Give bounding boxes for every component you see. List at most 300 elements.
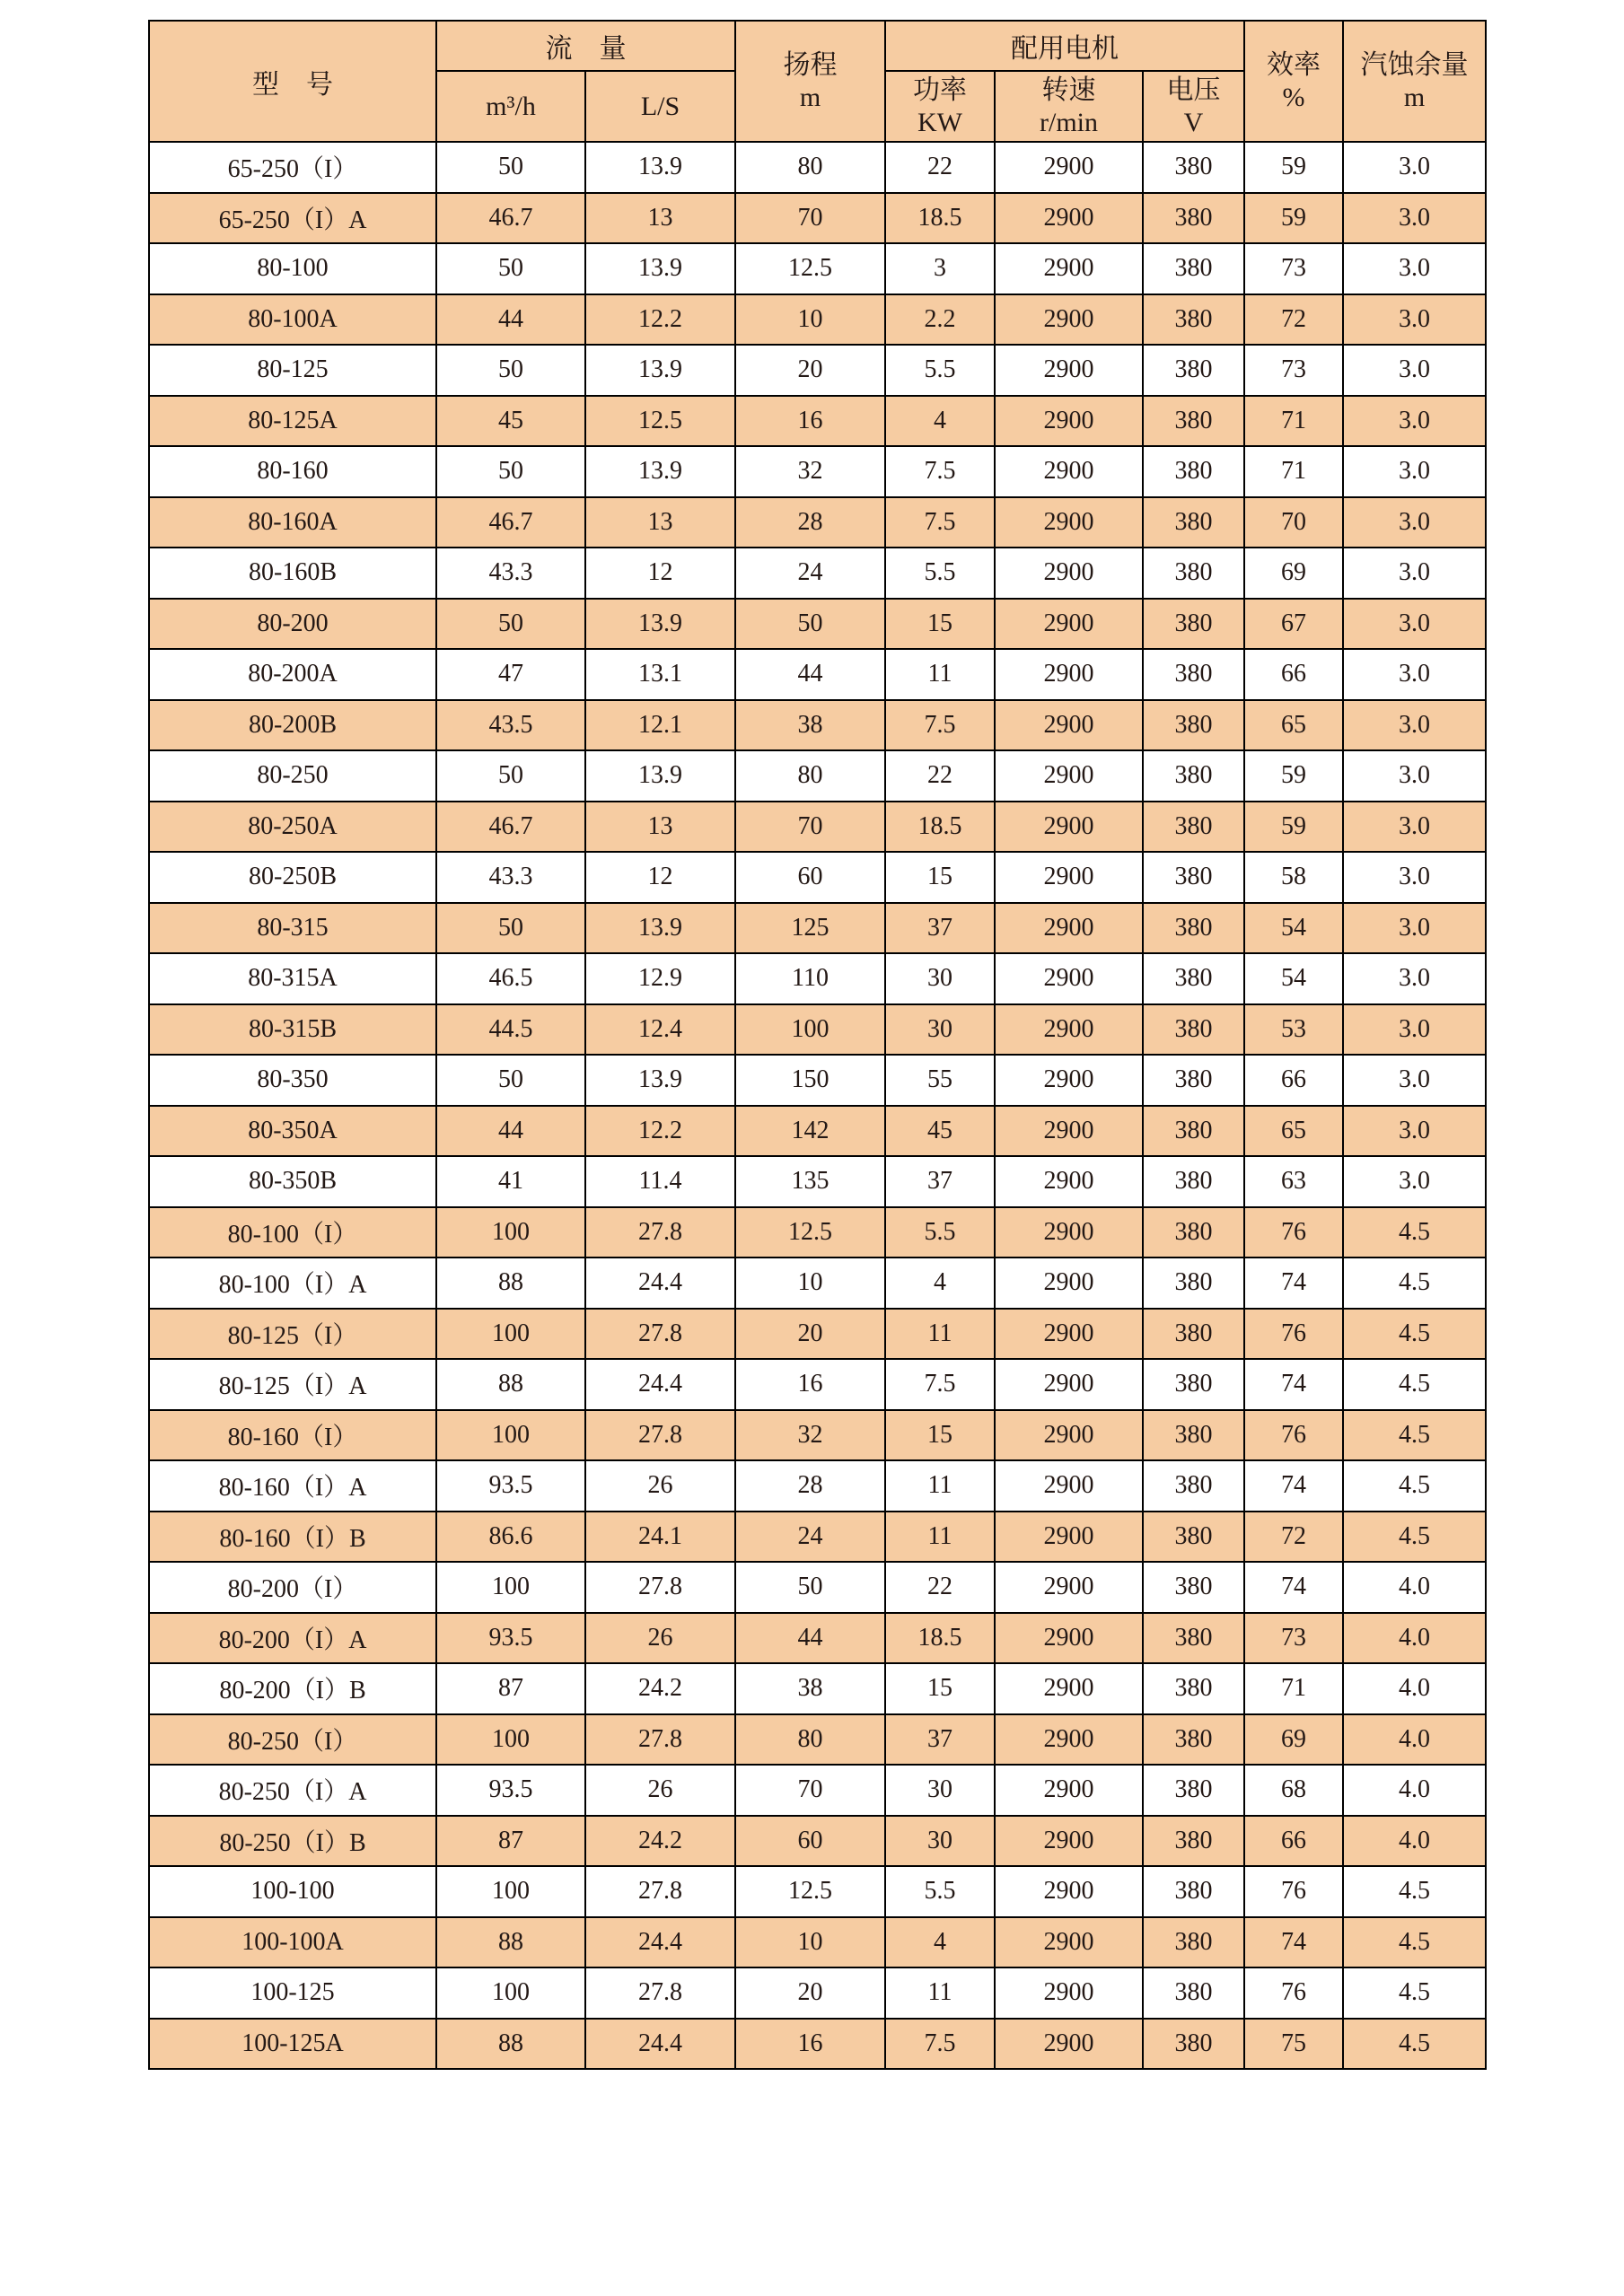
cell-voltage-v: 380 (1143, 1613, 1244, 1664)
cell-npsh: 4.5 (1343, 1207, 1486, 1258)
cell-flow-m3h: 50 (436, 243, 585, 294)
cell-power-kw: 5.5 (885, 345, 995, 396)
cell-model: 80-125 (149, 345, 436, 396)
cell-speed-rpm: 2900 (995, 1917, 1143, 1968)
cell-speed-rpm: 2900 (995, 548, 1143, 599)
cell-efficiency: 59 (1244, 142, 1343, 193)
col-header-flow: 流 量 (436, 21, 735, 71)
cell-model: 80-250A (149, 802, 436, 853)
table-row (149, 1359, 1486, 1410)
voltage-label: 电压 (1166, 75, 1221, 106)
cell-head: 10 (735, 1258, 885, 1309)
cell-npsh: 3.0 (1343, 243, 1486, 294)
cell-power-kw: 15 (885, 852, 995, 903)
cell-model: 100-100A (149, 1917, 436, 1968)
cell-power-kw: 15 (885, 599, 995, 650)
cell-flow-ls: 13.9 (585, 1055, 735, 1106)
cell-efficiency: 72 (1244, 1512, 1343, 1563)
table-header (149, 21, 1486, 142)
cell-model: 80-200 (149, 599, 436, 650)
cell-flow-m3h: 50 (436, 750, 585, 802)
cell-model: 80-315 (149, 903, 436, 954)
cell-flow-m3h: 93.5 (436, 1613, 585, 1664)
cell-speed-rpm: 2900 (995, 1765, 1143, 1816)
cell-voltage-v: 380 (1143, 750, 1244, 802)
cell-head: 20 (735, 1309, 885, 1360)
col-header-efficiency (1244, 21, 1343, 142)
cell-flow-m3h: 100 (436, 1207, 585, 1258)
cell-npsh: 4.0 (1343, 1765, 1486, 1816)
cell-flow-m3h: 86.6 (436, 1512, 585, 1563)
cell-npsh: 4.5 (1343, 1460, 1486, 1512)
table-row (149, 1004, 1486, 1056)
power-label: 功率 (913, 75, 967, 106)
table-row (149, 1613, 1486, 1664)
cell-npsh: 4.5 (1343, 1512, 1486, 1563)
cell-power-kw: 22 (885, 750, 995, 802)
table-body (149, 142, 1486, 2069)
cell-efficiency: 69 (1244, 1714, 1343, 1766)
cell-power-kw: 37 (885, 903, 995, 954)
cell-efficiency: 68 (1244, 1765, 1343, 1816)
cell-speed-rpm: 2900 (995, 396, 1143, 447)
cell-model: 100-125A (149, 2019, 436, 2070)
cell-voltage-v: 380 (1143, 700, 1244, 751)
cell-power-kw: 7.5 (885, 1359, 995, 1410)
cell-speed-rpm: 2900 (995, 1512, 1143, 1563)
table-row (149, 243, 1486, 294)
cell-voltage-v: 380 (1143, 1156, 1244, 1207)
cell-model: 80-250B (149, 852, 436, 903)
cell-head: 80 (735, 750, 885, 802)
cell-head: 80 (735, 1714, 885, 1766)
table-row (149, 1866, 1486, 1917)
cell-model: 80-125（I） (149, 1309, 436, 1360)
cell-flow-m3h: 50 (436, 345, 585, 396)
cell-model: 100-100 (149, 1866, 436, 1917)
cell-flow-ls: 26 (585, 1765, 735, 1816)
cell-npsh: 4.0 (1343, 1714, 1486, 1766)
cell-npsh: 4.0 (1343, 1562, 1486, 1613)
cell-model: 65-250（I） (149, 142, 436, 193)
cell-power-kw: 45 (885, 1106, 995, 1157)
cell-flow-ls: 13 (585, 802, 735, 853)
cell-head: 110 (735, 953, 885, 1004)
cell-power-kw: 11 (885, 649, 995, 700)
table-row (149, 497, 1486, 548)
cell-model: 80-160B (149, 548, 436, 599)
cell-flow-ls: 12.1 (585, 700, 735, 751)
cell-flow-m3h: 41 (436, 1156, 585, 1207)
cell-head: 142 (735, 1106, 885, 1157)
cell-flow-m3h: 44 (436, 294, 585, 346)
cell-efficiency: 63 (1244, 1156, 1343, 1207)
cell-npsh: 3.0 (1343, 1004, 1486, 1056)
table-row (149, 599, 1486, 650)
cell-head: 24 (735, 548, 885, 599)
cell-flow-ls: 13.9 (585, 903, 735, 954)
cell-model: 80-200B (149, 700, 436, 751)
cell-voltage-v: 380 (1143, 953, 1244, 1004)
cell-model: 100-125 (149, 1967, 436, 2019)
cell-head: 28 (735, 1460, 885, 1512)
cell-model: 80-315A (149, 953, 436, 1004)
cell-head: 50 (735, 599, 885, 650)
cell-voltage-v: 380 (1143, 345, 1244, 396)
cell-flow-m3h: 100 (436, 1410, 585, 1461)
cell-head: 60 (735, 852, 885, 903)
cell-flow-m3h: 44 (436, 1106, 585, 1157)
table-row (149, 193, 1486, 244)
cell-npsh: 3.0 (1343, 396, 1486, 447)
cell-flow-ls: 24.2 (585, 1663, 735, 1714)
cell-flow-m3h: 50 (436, 903, 585, 954)
cell-flow-m3h: 46.7 (436, 802, 585, 853)
cell-voltage-v: 380 (1143, 1816, 1244, 1867)
cell-flow-m3h: 88 (436, 1917, 585, 1968)
cell-model: 80-315B (149, 1004, 436, 1056)
cell-power-kw: 30 (885, 1816, 995, 1867)
cell-flow-m3h: 93.5 (436, 1765, 585, 1816)
cell-efficiency: 54 (1244, 953, 1343, 1004)
table-row (149, 396, 1486, 447)
col-header-npsh (1343, 21, 1486, 142)
cell-head: 44 (735, 649, 885, 700)
cell-power-kw: 15 (885, 1410, 995, 1461)
cell-efficiency: 74 (1244, 1359, 1343, 1410)
cell-model: 80-200（I）B (149, 1663, 436, 1714)
cell-power-kw: 30 (885, 1004, 995, 1056)
cell-head: 10 (735, 1917, 885, 1968)
cell-flow-ls: 12.4 (585, 1004, 735, 1056)
table-row (149, 1816, 1486, 1867)
cell-model: 80-200（I）A (149, 1613, 436, 1664)
cell-voltage-v: 380 (1143, 1460, 1244, 1512)
table-row (149, 1967, 1486, 2019)
cell-npsh: 4.5 (1343, 1410, 1486, 1461)
cell-flow-m3h: 88 (436, 1258, 585, 1309)
cell-voltage-v: 380 (1143, 193, 1244, 244)
cell-efficiency: 74 (1244, 1258, 1343, 1309)
cell-head: 44 (735, 1613, 885, 1664)
cell-npsh: 3.0 (1343, 903, 1486, 954)
head-unit: m (799, 82, 821, 112)
cell-speed-rpm: 2900 (995, 649, 1143, 700)
cell-voltage-v: 380 (1143, 903, 1244, 954)
cell-speed-rpm: 2900 (995, 1258, 1143, 1309)
cell-power-kw: 18.5 (885, 193, 995, 244)
cell-flow-ls: 13 (585, 193, 735, 244)
cell-npsh: 3.0 (1343, 1055, 1486, 1106)
power-unit: KW (917, 107, 962, 137)
cell-speed-rpm: 2900 (995, 294, 1143, 346)
speed-unit: r/min (1040, 107, 1098, 137)
cell-power-kw: 18.5 (885, 802, 995, 853)
cell-power-kw: 4 (885, 1258, 995, 1309)
cell-voltage-v: 380 (1143, 1917, 1244, 1968)
cell-voltage-v: 380 (1143, 446, 1244, 497)
cell-head: 150 (735, 1055, 885, 1106)
cell-efficiency: 76 (1244, 1207, 1343, 1258)
table-row (149, 1410, 1486, 1461)
cell-flow-ls: 26 (585, 1460, 735, 1512)
cell-power-kw: 22 (885, 142, 995, 193)
table-row (149, 1055, 1486, 1106)
cell-voltage-v: 380 (1143, 1410, 1244, 1461)
cell-head: 50 (735, 1562, 885, 1613)
cell-flow-ls: 13.9 (585, 345, 735, 396)
cell-flow-ls: 27.8 (585, 1562, 735, 1613)
cell-flow-ls: 13.9 (585, 243, 735, 294)
efficiency-label: 效率 (1267, 50, 1321, 81)
cell-voltage-v: 380 (1143, 142, 1244, 193)
npsh-label: 汽蚀余量 (1360, 50, 1469, 81)
cell-speed-rpm: 2900 (995, 142, 1143, 193)
cell-speed-rpm: 2900 (995, 1866, 1143, 1917)
cell-npsh: 3.0 (1343, 193, 1486, 244)
cell-flow-m3h: 100 (436, 1967, 585, 2019)
cell-flow-ls: 12 (585, 852, 735, 903)
cell-npsh: 3.0 (1343, 953, 1486, 1004)
cell-flow-ls: 27.8 (585, 1410, 735, 1461)
col-header-power (885, 71, 995, 142)
voltage-unit: V (1183, 107, 1204, 137)
cell-voltage-v: 380 (1143, 599, 1244, 650)
cell-head: 135 (735, 1156, 885, 1207)
table-row (149, 2019, 1486, 2070)
cell-head: 12.5 (735, 243, 885, 294)
cell-voltage-v: 380 (1143, 2019, 1244, 2070)
cell-speed-rpm: 2900 (995, 1460, 1143, 1512)
cell-npsh: 4.5 (1343, 1866, 1486, 1917)
cell-speed-rpm: 2900 (995, 1816, 1143, 1867)
cell-power-kw: 55 (885, 1055, 995, 1106)
col-header-flow-ls: L/S (585, 71, 735, 142)
cell-model: 80-250 (149, 750, 436, 802)
cell-speed-rpm: 2900 (995, 903, 1143, 954)
cell-npsh: 3.0 (1343, 1106, 1486, 1157)
cell-npsh: 3.0 (1343, 1156, 1486, 1207)
cell-head: 100 (735, 1004, 885, 1056)
cell-flow-m3h: 100 (436, 1714, 585, 1766)
cell-head: 38 (735, 700, 885, 751)
cell-model: 80-100（I） (149, 1207, 436, 1258)
cell-efficiency: 59 (1244, 193, 1343, 244)
cell-speed-rpm: 2900 (995, 1967, 1143, 2019)
cell-flow-m3h: 44.5 (436, 1004, 585, 1056)
cell-model: 80-125（I）A (149, 1359, 436, 1410)
cell-power-kw: 5.5 (885, 1207, 995, 1258)
table-row (149, 1258, 1486, 1309)
npsh-unit: m (1403, 82, 1426, 112)
cell-model: 80-250（I）B (149, 1816, 436, 1867)
col-header-flow-m3h: m³/h (436, 71, 585, 142)
cell-head: 16 (735, 1359, 885, 1410)
cell-voltage-v: 380 (1143, 1866, 1244, 1917)
cell-npsh: 4.5 (1343, 2019, 1486, 2070)
cell-speed-rpm: 2900 (995, 243, 1143, 294)
cell-speed-rpm: 2900 (995, 852, 1143, 903)
cell-flow-m3h: 43.3 (436, 548, 585, 599)
cell-speed-rpm: 2900 (995, 1613, 1143, 1664)
cell-power-kw: 11 (885, 1512, 995, 1563)
table-row (149, 700, 1486, 751)
cell-model: 80-250（I） (149, 1714, 436, 1766)
cell-npsh: 4.5 (1343, 1359, 1486, 1410)
cell-power-kw: 22 (885, 1562, 995, 1613)
cell-efficiency: 58 (1244, 852, 1343, 903)
cell-power-kw: 11 (885, 1309, 995, 1360)
cell-voltage-v: 380 (1143, 1512, 1244, 1563)
cell-flow-m3h: 87 (436, 1816, 585, 1867)
cell-head: 32 (735, 1410, 885, 1461)
cell-flow-ls: 24.4 (585, 1359, 735, 1410)
cell-flow-ls: 13 (585, 497, 735, 548)
table-row (149, 548, 1486, 599)
table-row (149, 1207, 1486, 1258)
table-row (149, 1460, 1486, 1512)
table-row (149, 1106, 1486, 1157)
cell-flow-ls: 13.1 (585, 649, 735, 700)
cell-voltage-v: 380 (1143, 1258, 1244, 1309)
cell-power-kw: 5.5 (885, 1866, 995, 1917)
table-row (149, 446, 1486, 497)
cell-model: 65-250（I）A (149, 193, 436, 244)
cell-voltage-v: 380 (1143, 1055, 1244, 1106)
table-row (149, 1562, 1486, 1613)
cell-npsh: 4.0 (1343, 1816, 1486, 1867)
efficiency-unit: % (1282, 82, 1305, 112)
cell-power-kw: 15 (885, 1663, 995, 1714)
cell-model: 80-160 (149, 446, 436, 497)
cell-flow-m3h: 46.7 (436, 193, 585, 244)
cell-npsh: 3.0 (1343, 142, 1486, 193)
cell-flow-ls: 13.9 (585, 750, 735, 802)
cell-flow-m3h: 100 (436, 1309, 585, 1360)
cell-model: 80-100 (149, 243, 436, 294)
cell-efficiency: 67 (1244, 599, 1343, 650)
cell-flow-ls: 24.1 (585, 1512, 735, 1563)
cell-voltage-v: 380 (1143, 1004, 1244, 1056)
cell-efficiency: 74 (1244, 1917, 1343, 1968)
cell-efficiency: 76 (1244, 1410, 1343, 1461)
cell-voltage-v: 380 (1143, 852, 1244, 903)
cell-efficiency: 73 (1244, 1613, 1343, 1664)
cell-flow-m3h: 93.5 (436, 1460, 585, 1512)
cell-voltage-v: 380 (1143, 1106, 1244, 1157)
cell-voltage-v: 380 (1143, 802, 1244, 853)
table-row (149, 1512, 1486, 1563)
cell-flow-m3h: 43.3 (436, 852, 585, 903)
cell-model: 80-350A (149, 1106, 436, 1157)
cell-power-kw: 2.2 (885, 294, 995, 346)
cell-flow-m3h: 50 (436, 142, 585, 193)
cell-voltage-v: 380 (1143, 294, 1244, 346)
cell-flow-m3h: 45 (436, 396, 585, 447)
cell-flow-ls: 27.8 (585, 1714, 735, 1766)
cell-npsh: 4.5 (1343, 1258, 1486, 1309)
cell-power-kw: 7.5 (885, 2019, 995, 2070)
head-label: 扬程 (783, 50, 838, 81)
cell-model: 80-160（I）A (149, 1460, 436, 1512)
cell-flow-ls: 27.8 (585, 1309, 735, 1360)
cell-head: 32 (735, 446, 885, 497)
cell-flow-m3h: 47 (436, 649, 585, 700)
cell-speed-rpm: 2900 (995, 1055, 1143, 1106)
cell-flow-ls: 27.8 (585, 1207, 735, 1258)
table-row (149, 1309, 1486, 1360)
col-header-speed (995, 71, 1143, 142)
col-header-head (735, 21, 885, 142)
cell-npsh: 4.5 (1343, 1967, 1486, 2019)
cell-flow-ls: 27.8 (585, 1866, 735, 1917)
cell-efficiency: 69 (1244, 548, 1343, 599)
cell-head: 70 (735, 802, 885, 853)
cell-power-kw: 7.5 (885, 700, 995, 751)
cell-power-kw: 11 (885, 1967, 995, 2019)
cell-efficiency: 76 (1244, 1309, 1343, 1360)
cell-voltage-v: 380 (1143, 1562, 1244, 1613)
cell-voltage-v: 380 (1143, 243, 1244, 294)
cell-efficiency: 70 (1244, 497, 1343, 548)
cell-power-kw: 37 (885, 1156, 995, 1207)
cell-efficiency: 66 (1244, 1055, 1343, 1106)
cell-speed-rpm: 2900 (995, 1562, 1143, 1613)
cell-speed-rpm: 2900 (995, 750, 1143, 802)
cell-power-kw: 3 (885, 243, 995, 294)
cell-efficiency: 59 (1244, 802, 1343, 853)
cell-flow-m3h: 50 (436, 1055, 585, 1106)
cell-flow-m3h: 88 (436, 1359, 585, 1410)
cell-speed-rpm: 2900 (995, 446, 1143, 497)
table-row (149, 142, 1486, 193)
cell-model: 80-350B (149, 1156, 436, 1207)
cell-npsh: 3.0 (1343, 497, 1486, 548)
cell-efficiency: 53 (1244, 1004, 1343, 1056)
cell-flow-ls: 12.2 (585, 1106, 735, 1157)
speed-label: 转速 (1041, 75, 1096, 106)
cell-head: 12.5 (735, 1866, 885, 1917)
cell-npsh: 3.0 (1343, 345, 1486, 396)
cell-speed-rpm: 2900 (995, 1663, 1143, 1714)
cell-flow-ls: 24.4 (585, 1258, 735, 1309)
cell-flow-m3h: 100 (436, 1562, 585, 1613)
cell-efficiency: 73 (1244, 345, 1343, 396)
cell-head: 10 (735, 294, 885, 346)
cell-efficiency: 65 (1244, 1106, 1343, 1157)
cell-model: 80-200（I） (149, 1562, 436, 1613)
cell-power-kw: 4 (885, 1917, 995, 1968)
cell-head: 12.5 (735, 1207, 885, 1258)
cell-voltage-v: 380 (1143, 1207, 1244, 1258)
cell-model: 80-200A (149, 649, 436, 700)
cell-head: 70 (735, 193, 885, 244)
cell-flow-ls: 26 (585, 1613, 735, 1664)
cell-head: 28 (735, 497, 885, 548)
cell-voltage-v: 380 (1143, 1765, 1244, 1816)
cell-power-kw: 7.5 (885, 497, 995, 548)
cell-flow-ls: 27.8 (585, 1967, 735, 2019)
cell-speed-rpm: 2900 (995, 1004, 1143, 1056)
cell-power-kw: 37 (885, 1714, 995, 1766)
cell-efficiency: 75 (1244, 2019, 1343, 2070)
cell-speed-rpm: 2900 (995, 1106, 1143, 1157)
cell-speed-rpm: 2900 (995, 599, 1143, 650)
cell-head: 20 (735, 1967, 885, 2019)
cell-power-kw: 18.5 (885, 1613, 995, 1664)
cell-flow-ls: 12 (585, 548, 735, 599)
pump-spec-table (148, 20, 1487, 2070)
